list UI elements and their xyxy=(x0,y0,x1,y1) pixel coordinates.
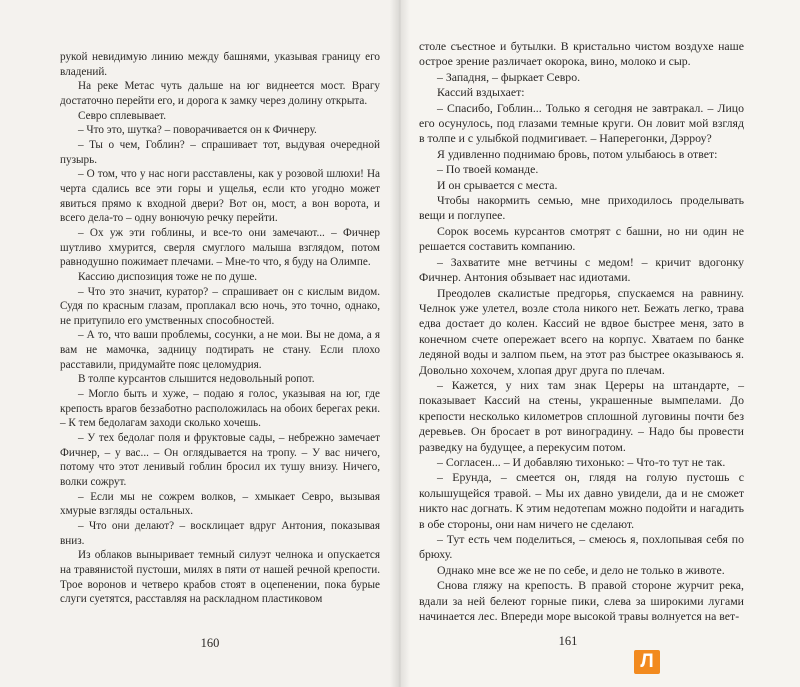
paragraph: Кассию диспозиция тоже не по душе. xyxy=(78,270,258,283)
page-number-right: 161 xyxy=(558,634,578,648)
paragraph: Кассий вздыхает: xyxy=(437,85,525,100)
paragraph: На реке Метас чуть дальше на юг виднеется мост. Врагу достаточно перейти его, и дорога к замку через долину открыта. xyxy=(60,80,380,107)
paragraph: – Спасибо, Гоблин... Только я сегодня не завтракал. – Лицо его осунулось, под глазами темные круги. Он ловит мой взгляд в толпе и с улыбкой подмигивает. – Наперегонки, Дэрроу? xyxy=(419,100,744,146)
publisher-logo-icon: Л xyxy=(634,650,660,674)
paragraph: Преодолев скалистые предгорья, спускаемся на равнину. Челнок уже улетел, возле стола никого нет. Бежать легко, трава едва достает до колен. Кассий не вдвое быстрее меня, зато в конечном счете опережает всего на корпус. Хватаем по банке ледяной воды и залпом пьем, на этот раз быстрее оказываюсь я. Довольно хохочем, хлопая друг друга по плечам. xyxy=(419,285,744,377)
left-page xyxy=(0,0,399,687)
paragraph: И он срывается с места. xyxy=(437,177,558,192)
paragraph: Однако мне все же не по себе, и дело не только в животе. xyxy=(437,562,725,577)
paragraph: – У тех бедолаг поля и фруктовые сады, – небрежно замечает Фичнер, – у вас... – Он оглядывается на тропу. – У вас ничего, потому что этот ленивый гоблин бросил их тушу внизу. Ничего, волки сожрут. xyxy=(60,432,380,489)
paragraph: рукой невидимую линию между башнями, указывая границу его владений. xyxy=(60,51,380,78)
book-gutter-shadow xyxy=(390,0,410,687)
paragraph: – Могло быть и хуже, – подаю я голос, указывая на юг, где крепость врагов беззаботно расположилась на обоих берегах реки. – К тем бедолагам заходи сколько хочешь. xyxy=(60,388,380,430)
paragraph: Севро сплевывает. xyxy=(78,109,167,122)
paragraph: – Ох уж эти гоблины, и все-то они замечают... – Фичнер шутливо хмурится, сверля смуглого малыша взглядом, потом равнодушно пожимает плечами. – Мне-то что, я буду на Олимпе. xyxy=(60,226,380,269)
page-number-left: 160 xyxy=(200,636,220,650)
right-page xyxy=(399,0,800,687)
paragraph: В толпе курсантов слышится недовольный ропот. xyxy=(78,373,315,386)
paragraph: – Тут есть чем поделиться, – смеюсь я, похлопывая себя по брюху. xyxy=(419,532,744,562)
paragraph: столе съестное и бутылки. В кристально чистом воздухе наше острое зрение различает окорока, вино, молоко и сыр. xyxy=(419,39,744,69)
paragraph: – А то, что ваши проблемы, сосунки, а не мои. Вы не дома, а я вам не мамочка, задницу подтирать не стану. Если плохо расставили, придумайте пояс целомудрия. xyxy=(60,329,380,371)
paragraph: – Что они делают? – восклицает вдруг Антония, показывая вниз. xyxy=(60,520,380,547)
paragraph: – Что это значит, куратор? – спрашивает он с кислым видом. Судя по красным глазам, проплакал всю ночь, это точно, однако, не притупило его умственных способностей. xyxy=(60,285,380,327)
paragraph: – Ты о чем, Гоблин? – спрашивает тот, выдувая очередной пузырь. xyxy=(60,138,380,166)
paragraph: – По твоей команде. xyxy=(437,162,539,177)
paragraph: Чтобы накормить семью, мне приходилось проделывать вещи и поглупее. xyxy=(419,193,744,223)
paragraph: Сорок восемь курсантов смотрят с башни, но ни один не решается составить компанию. xyxy=(419,223,744,254)
paragraph: – О том, что у нас ноги расставлены, как у розовой шлюхи! На черта сдались все эти горы и ущелья, если кто угодно может явиться прямо к входной двери? Вот он, мост, а вон ворота, и всего дела-то – одну вонючую речку перейти. xyxy=(60,168,380,225)
paragraph: – Ерунда, – смеется он, глядя на голую пустошь с колышущейся травой. – Мы их давно увидели, да и не сможет никто нас догнать. К этим недотепам можно подойти и нагадить в обе стороны, они нам ничего не сделают. xyxy=(419,470,744,531)
paragraph: – Что это, шутка? – поворачивается он к Фичнеру. xyxy=(78,124,317,137)
paragraph: – Западня, – фыркает Севро. xyxy=(437,69,581,84)
right-page-text xyxy=(419,39,744,624)
paragraph: – Кажется, у них там знак Цереры на штандарте, – показывает Кассий на стены, украшенные вымпелами. До крепости несколько километров сплошной луговины почти без деревьев. Он бросает в рот виноградину. – Надо бы провести разведку на будущее, а перекусим потом. xyxy=(419,377,744,454)
paragraph: Я удивленно поднимаю бровь, потом улыбаюсь в ответ: xyxy=(437,146,718,161)
paragraph: Снова гляжу на крепость. В правой стороне журчит река, вдали за ней белеют горные пики, слева за широкими лугами начинается лес. Впереди море высокой травы волнуется на вет- xyxy=(419,578,744,624)
paragraph: – Согласен... – И добавляю тихонько: – Что-то тут не так. xyxy=(437,454,726,469)
paragraph: – Если мы не сожрем волков, – хмыкает Севро, вызывая хмурые взгляды остальных. xyxy=(60,490,380,518)
paragraph: – Захватите мне ветчины с медом! – кричит вдогонку Фичнер. Антония обзывает нас идиотами. xyxy=(419,254,744,285)
left-page-text xyxy=(60,50,380,607)
paragraph: Из облаков выныривает темный силуэт челнока и опускается на травянистой пустоши, милях в пяти от нашей речной крепости. Трое воронов и четверо крабов стоят в оцепенении, пока бурые слуги суетятся, расставляя на раскладном пластиковом xyxy=(60,549,380,606)
